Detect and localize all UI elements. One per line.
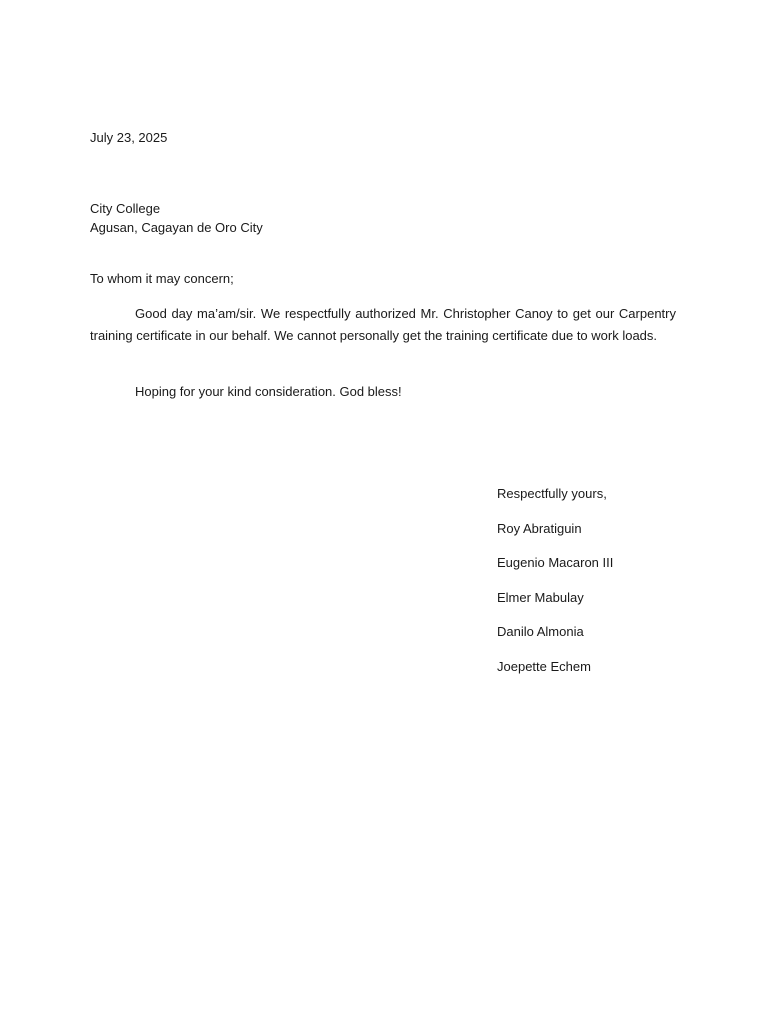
recipient-address: [90, 199, 263, 237]
body-paragraph-1: Good day ma’am/sir. We respectfully authorized Mr. Christopher Canoy to get our Carpentry training certificate in our behalf. We cannot personally get the training certificate due to work loads.: [90, 306, 676, 343]
body-paragraph-2: Hoping for your kind consideration. God bless!: [135, 384, 402, 399]
letter-date: July 23, 2025: [90, 130, 168, 145]
closing-block: [497, 486, 613, 694]
signatory-name: Roy Abratiguin: [497, 520, 582, 536]
signatory-name: Elmer Mabulay: [497, 589, 584, 605]
recipient-line-1: City College: [90, 201, 161, 216]
signatory-name: Joepette Echem: [497, 658, 591, 674]
signatory-name: Eugenio Macaron III: [497, 555, 614, 571]
recipient-line-2: Agusan, Cagayan de Oro City: [90, 220, 263, 235]
salutation: To whom it may concern;: [90, 271, 234, 286]
closing-phrase: Respectfully yours,: [497, 486, 607, 501]
signatory-name: Danilo Almonia: [497, 624, 584, 640]
